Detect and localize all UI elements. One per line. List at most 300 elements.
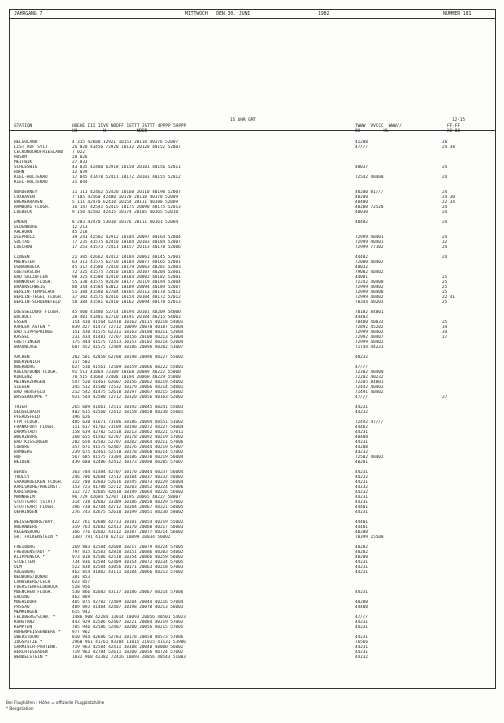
synop-values: 485 630 41671 73106 10186 20094 40551 53002 [72,420,184,425]
synop-values: 357 671 41575 62407 10176 20044 40219 57007 [72,445,184,450]
station-name: BAD HERSFELD [14,390,46,395]
synop-values: 31 044 [72,180,88,185]
synop-values: 462 869 [72,595,91,600]
station-name: BERCHTESGADEN [14,650,48,655]
station-name: NUERBURG [14,365,35,370]
synop-values: 158 639 42782 52510 10213 20062 40221 57011 [72,430,184,435]
synop-values: 319 763 42682 62413 10170 20060 40217 56003 [72,525,184,530]
station-name: LIST AUF SYLT [14,145,48,150]
weather-code: 72000 40402 [355,260,384,265]
extreme-value: 24 [442,190,448,195]
station-name: HANNOVER FLUGH. [14,280,53,285]
station-name: OSNABRUECK [14,265,40,270]
extreme-value: 24 [442,245,448,250]
synop-values: 265 609 41661 72511 10192 20045 40241 55003 [72,405,184,410]
weather-code: 72999 77102 [355,245,384,250]
column-header-codes-sub: HH N NDDD [72,129,148,134]
extreme-value: 24 [442,210,448,215]
synop-values: 43 035 42480 62918 10150 20101 40156 52011 [72,165,181,170]
station-name: HAMBURG FLUGH. [14,205,51,210]
weather-code: 70182 84001 [355,310,384,315]
station-name: GUETERSLOH [14,270,40,275]
station-name: BAD LIPPSPRINGE [14,330,53,335]
synop-values: 88 344 41584 63012 10189 20094 40189 52007 [72,285,181,290]
station-name: NEUBURG/DONAU [14,575,48,580]
synop-values: 45 400 41480 52714 10194 20101 40209 54000 [72,310,181,315]
synop-values: 1307 791 41370 62712 10099 20034 56002 [72,535,171,540]
weather-code: 44401 [355,520,368,525]
station-name: BAD KISSINGEN [14,440,48,445]
synop-values: 530 866 42682 43117 10186 20067 40214 57006 [72,590,184,595]
station-name: OBERSTDORF [14,635,40,640]
weather-code: 44401 [355,505,368,510]
weather-code: 72542 40400 [355,175,384,180]
weather-code: 44231 [355,480,368,485]
weather-code: 44402 [355,425,368,430]
year-label: 1982 [318,12,330,17]
station-name: NORDERNEY [14,190,38,195]
weather-code: 44231 [355,570,368,575]
synop-values: 719 963 42584 42411 10188 20040 40000 56002 [72,645,184,650]
weather-code: 72302 40400 [355,370,384,375]
weather-code: 44231 [355,495,368,500]
synop-values: 268 655 41582 42707 10178 20092 40219 57002 [72,435,184,440]
weather-code: 70399 15500 [355,535,384,540]
synop-values: 797 815 42583 42810 10151 20086 40203 54002 [72,550,184,555]
synop-values: 239 675 42461 52510 10178 20060 40214 57002 [72,450,184,455]
synop-values: 705 946 42586 52407 10200 20056 40215 57005 [72,625,184,630]
weather-code: 72999 40402 [355,340,384,345]
weather-code: 72205 84001 [355,380,384,385]
synop-values: 314 738 42682 33309 10186 20058 40229 57002 [72,500,184,505]
extreme-value: 27 [442,395,448,400]
station-name: TRIER [14,405,27,410]
station-name: LANDSBERG/LECH [14,580,51,585]
synop-values: 45 218 [72,230,88,235]
weather-code: 70400 40032 [355,320,384,325]
synop-values: 607 452 41575 72409 10186 20096 40202 53007 [72,345,184,350]
extreme-value: 24 [442,220,448,225]
synop-values: 27 033 [72,160,88,165]
weather-code: 44231 [355,470,368,475]
synop-values: 7 022 [72,150,85,155]
weather-code: 72999 40401 [355,235,384,240]
station-name: WEIDEN [14,460,30,465]
synop-values: 212 542 41475 52610 10197 20067 40215 54002 [72,390,184,395]
station-name: STOETTEN [14,560,35,565]
station-name: OEHRINGEN [14,510,38,515]
synop-values: 17 045 41470 52411 10172 20103 40155 52012 [72,175,181,180]
synop-values: 719 963 42784 52611 10200 20056 40724 57002 [72,650,184,655]
synop-values: 153 723 41780 52712 10203 20052 40224 57006 [72,485,184,490]
extreme-value: 25 [442,290,448,295]
extreme-value: 34 [442,325,448,330]
station-name: HUSUM [14,155,27,160]
weather-code: 40200 [355,195,368,200]
weather-code: 40201 [355,460,368,465]
column-header-weather: 7WWW VVCCC WWW// [355,124,402,129]
weather-code: 47/// [355,395,368,400]
synop-values: 547 520 41461 62607 10156 20062 40219 54002 [72,380,184,385]
weather-code: 72999 40402 [355,330,384,335]
synop-values: 422 761 42680 42713 10181 20054 40219 55002 [72,520,184,525]
synop-values: 98 325 41580 42410 10184 20082 40182 52001 [72,275,181,280]
synop-values: 96 729 42684 52707 10195 20065 40227 58007 [72,495,181,500]
weather-column [355,140,425,660]
synop-values: 1832 960 42302 72416 10093 20056 40543 51003 [72,655,186,660]
extreme-value: 27 [442,335,448,340]
observation-time: 15 UHR GMT [230,118,256,123]
weather-code: 41200 [355,140,368,145]
station-name: ZUGSPITZE * [14,640,43,645]
station-name: SCHLESWIG [14,165,38,170]
station-name: MEMMINGEN [14,610,38,615]
station-name: BERLIN-SCHOENEFELD [14,300,61,305]
synop-values: 117 502 [72,360,91,365]
weather-code: 70344 40203 [355,300,384,305]
station-name: BRAUNLAGE [14,345,38,350]
synop-values: 409 893 41484 42407 10198 20078 40213 56003 [72,605,184,610]
weather-code: 40200 [355,530,368,535]
synop-values: 615 942 [72,610,91,615]
synop-values: 151 430 41575 62311 10163 20100 40211 52004 [72,330,184,335]
synop-values: 276 743 42675 52610 10199 20051 40230 58002 [72,510,184,515]
station-name: KAHLER ASTEN * [14,325,51,330]
station-name: KARLSRUHE [14,490,38,495]
station-name: LECKUNOORDFRIESLAND [14,150,64,155]
station-name: NOERVENICH [14,360,40,365]
issue-number: NUMMER 181 [443,12,472,17]
weather-code: 44231 [355,440,368,445]
synop-values: 51 384 41580 62704 10185 20113 40178 52012 [72,290,181,295]
synop-values: 462 854 41882 43111 10184 20066 40213 57002 [72,570,184,575]
station-name: OLDENBURG [14,225,38,230]
weather-code: 40200 [355,600,368,605]
weather-code: 44400 [355,605,368,610]
station-name: DEUSELBACH [14,410,40,415]
station-name: FREUDENSTADT * [14,550,51,555]
station-name: GARMISCH-PARTENK. [14,645,58,650]
extreme-value: 24 [442,255,448,260]
station-name: ESSEN [14,320,27,325]
weather-code: 40202 [355,550,368,555]
synop-values: 973 818 42586 42510 10154 20066 40259 56002 [72,555,184,560]
synop-values: 11 113 42462 52420 10160 20110 40190 52007 [72,190,181,195]
synop-values: 28 026 [72,155,88,160]
synop-values: 363 704 41484 42707 10170 20044 40237 56004 [72,470,184,475]
extreme-value: 32 [442,240,448,245]
synop-values: 439 688 42486 42412 10173 20098 40205 57007 [72,460,184,465]
weather-code: 47/// [355,365,368,370]
station-name: HELGOLAND [14,140,38,145]
extreme-value: 26 [442,140,448,145]
station-name: COBURG [14,445,30,450]
synop-values: 977 962 [72,630,91,635]
synop-values: 381 853 [72,575,91,580]
station-name: AACHEN [14,355,30,360]
weather-code: 71744 44231 [355,345,384,350]
station-name: MEINERZHAGEN [14,380,46,385]
station-name: FELDBERG/SCHW. * [14,615,56,620]
station-name: MUENSTER [14,260,35,265]
synop-values: 72 325 41575 72410 10185 20107 40204 52001 [72,270,181,275]
weather-code: 76566 [355,640,368,645]
station-name: ULM [14,565,22,570]
synop-values: 345 532 41580 72532 10179 20066 40214 54001 [72,385,184,390]
synop-values: 112 727 42685 42610 10199 20064 40226 56002 [72,490,184,495]
synop-values: 623 857 [72,580,91,585]
weather-code: 44232 [355,490,368,495]
station-name: KONSTANZ [14,620,35,625]
weather-code: 44231 [355,430,368,435]
station-name: KIEL-HOLTENAU [14,175,48,180]
weather-code: 40032 [355,265,368,270]
weather-code: 72242 40400 [355,280,384,285]
station-name: DARMSTADT [14,430,38,435]
weather-code: 44402 [355,255,368,260]
synop-values: 45 317 41580 72410 10179 20063 40201 52003 [72,265,181,270]
synop-values: 810 944 42686 52703 10178 20058 40573 57006 [72,635,184,640]
weather-code: 44231 [355,560,368,565]
weather-code: 44232 [355,485,368,490]
station-name: BOCHOLT [14,315,33,320]
station-name: BRAUNSCHWEIG [14,285,46,290]
weather-code: 40200 81/// [355,190,384,195]
synop-values: 21 305 42662 42412 10184 20061 40145 52001 [72,255,181,260]
station-name: WUERZBURG [14,435,38,440]
weather-code: 72442 47/// [355,420,384,425]
footnote-mountain-station: * Bergstation [6,706,34,711]
weather-code: 40400 [355,200,368,205]
weather-code: 72999 40400 [355,290,384,295]
weather-code: 44231 [355,645,368,650]
extreme-value: 24 [442,165,448,170]
weather-code: 44001 [355,275,368,280]
synop-values: 9 150 42582 42415 10174 20105 40165 52010 [72,210,179,215]
station-name: BAD SALZUFLEN [14,275,48,280]
station-name: LUECHOW [14,245,33,250]
extremes-column [442,140,482,660]
station-name: AUGSBURG [14,570,35,575]
synop-values: 246 706 42684 72512 10184 20037 40232 56002 [72,475,184,480]
header-divider [9,18,496,19]
weather-code: 44232 [355,655,368,660]
station-name: LUEBECK [14,210,33,215]
weather-code: 44231 [355,405,368,410]
synop-values: 39 241 42582 42912 10184 20097 40164 52004 [72,235,181,240]
station-name: KIEL-HOLTENAU [14,180,48,185]
synop-values: 482 615 42560 72412 10158 20058 40238 55001 [72,410,184,415]
station-name: HOHENPEISSENBERG * [14,630,61,635]
weather-code: 72502 40402 [355,455,384,460]
station-name: FFM FLUGH. [14,420,40,425]
synop-values: 4 315 42680 12921 10151 20118 40176 52007 [72,140,179,145]
weather-code: 40200 72520 [355,205,384,210]
date-label: MITTWOCH DEN 30. JUNI [185,12,251,17]
weather-code: 72442 40402 [355,385,384,390]
synop-values: 396 738 42784 42712 10184 20067 40221 54005 [72,505,184,510]
synop-values: 7 105 42560 42400 10170 20118 40170 52009 [72,195,179,200]
weather-code: 44231 [355,650,368,655]
extreme-value: 24 [442,175,448,180]
column-header-weather-sub: 8H HL [355,129,389,134]
weather-code: 44232 [355,450,368,455]
footnote-airports: Bei Flughäfen : Höhe = offizielle Flugplatzhöhe [6,700,105,705]
extreme-value: 25 [442,275,448,280]
weather-code: 72892 45202 [355,325,384,330]
synop-values: 20 401 41481 62710 10191 20104 40215 54003 [72,315,181,320]
extreme-value: 34 [442,330,448,335]
synop-values: 37 382 41575 62416 10154 20104 40172 52012 [72,295,181,300]
extreme-value: 22 41 [442,295,455,300]
station-name: STUTTGART FLUGH. [14,505,56,510]
synop-values: 63 313 41575 62710 10184 20077 40165 52001 [72,260,181,265]
station-name: MUENCHEN FLUGH. [14,590,53,595]
weather-code: 44232 [355,475,368,480]
station-name: FREIBURG [14,545,35,550]
station-name: WEISSENBURG/BAY. [14,520,56,525]
synop-values: 396 626 [72,415,91,420]
extreme-value: 25 [442,320,448,325]
station-name: KARLSRUHE/RHEINST. [14,485,61,490]
extreme-value: 24 [442,235,448,240]
weather-code: 44401 [355,525,368,530]
station-name: MANNHEIM [14,495,35,500]
extreme-value: 24 38 [442,145,455,150]
synop-values: 16 147 42541 52415 10175 20090 40175 52013 [72,205,181,210]
column-header-extremes: FF-FF [447,124,460,129]
synop-values: 366 776 42682 43112 10187 20077 40214 56002 [72,530,184,535]
station-name: DUESSELDORF FLUGH. [14,310,61,315]
column-header-codes: HOEHE III IIVV NDDFF 1STTT 2STTT 4PPPP 5APPP [72,124,187,129]
weather-code: 44231 [355,565,368,570]
station-name: REGENSBURG [14,530,40,535]
synop-values-column [72,140,342,660]
synop-values: 443 929 42586 62407 10221 20084 40219 57002 [72,620,184,625]
weather-code: 72992 40407 [355,335,384,340]
weather-code: 47/// [355,615,368,620]
synop-values: 1486 908 42284 13014 10093 20056 40501 54023 [72,615,186,620]
extreme-value: 24 [442,205,448,210]
weather-code: 44200 [355,445,368,450]
weather-code: 44231 [355,625,368,630]
time-range: 12-15 [452,118,465,123]
weather-code: 72999 40401 [355,240,384,245]
synop-values: 111 637 41782 73109 10190 20072 40227 54004 [72,425,184,430]
weather-code: 40200 [355,555,368,560]
station-name: GR. FALKENSTEIN * [14,535,58,540]
synop-values: 282 658 42582 52707 10202 20064 40211 57006 [72,440,184,445]
station-name: KOELN/BONN FLUGH. [14,370,58,375]
station-name: GOETTINGEN [14,340,40,345]
synop-values: 17 253 41573 72411 10157 20113 40178 52006 [72,245,181,250]
weather-code: 72202 40232 [355,375,384,380]
station-name: SAARBRUECKEN FLUGH. [14,480,64,485]
station-name: HOHN [14,170,25,175]
synop-values: 921 544 42580 72712 10120 20056 40163 52002 [72,395,184,400]
weather-code: 47/// [355,145,368,150]
extreme-value [442,655,482,660]
station-name: MEIFWIK [14,160,33,165]
synop-values: 528 956 [72,585,91,590]
station-name: NUERNBERG [14,525,38,530]
station-name: AHLHORN [14,230,33,235]
weather-code: 72999 40402 [355,285,384,290]
synop-values: 154 410 41564 62410 10162 20115 40218 54001 [72,320,184,325]
station-name: SIEGEN [14,385,30,390]
synop-values: 2960 961 41/61 93204 11015 21015 41131 53906 [72,640,186,645]
station-name: BERLIN-TEMPELHOF [14,290,56,295]
station-name: KEMPTEN [14,625,33,630]
station-name: BAMBERG [14,450,33,455]
jahrgang-label: JAHRGANG 7 [14,12,43,17]
station-name: WASSERKUPPE * [14,395,48,400]
weather-code: 40030 [355,210,368,215]
station-name: FRANKFURT FLUGH. [14,425,56,430]
station-name: PASSAU [14,605,30,610]
extreme-value: 25 [442,300,448,305]
synop-values: 70 515 41660 72408 10194 20068 40229 55000 [72,375,181,380]
weather-code: 71491 40402 [355,390,384,395]
weather-code: 72999 40402 [355,295,384,300]
column-header-station: STATION [14,124,33,129]
synop-values: 567 685 41575 73304 10186 20070 40219 56004 [72,455,184,460]
extreme-value: 22 34 [442,200,455,205]
weather-code: 40400 [355,435,368,440]
station-name: KLIPPENECK * [14,555,46,560]
synop-values: 839 427 41473 72712 10099 20070 40187 52004 [72,325,184,330]
synop-values: 77 235 41575 62410 10184 20103 40184 52007 [72,240,181,245]
synop-values: 231 434 41481 72707 10156 20100 40213 53004 [72,335,184,340]
synop-values: 12 039 [72,170,88,175]
station-name: FUERSTENFELDBRUCK [14,585,58,590]
weather-code: 40202 [355,545,368,550]
weather-code: 40402 [355,220,368,225]
station-name: HOF [14,455,22,460]
station-name: LINGEN [14,255,30,260]
station-name: ERDING [14,595,30,600]
extreme-value: 25 [442,280,448,285]
weather-code: 44231 [355,500,368,505]
weather-code: 40037 [355,165,368,170]
extreme-value: 24 30 [442,195,455,200]
synop-values: 627 510 41561 72509 10159 20066 40222 55001 [72,365,184,370]
weather-code: 79002 40402 [355,270,384,275]
station-name: CUXHAVEN [14,195,35,200]
station-name: DIEPHOLZ [14,235,35,240]
synop-values: 8 203 42470 53010 10176 20111 40161 52004 [72,220,179,225]
station-name: EMDEN [14,220,27,225]
weather-code: 44231 [355,590,368,595]
synop-values: 91 513 41864 73109 10168 20089 40222 55000 [72,370,181,375]
synop-values: 322 708 42683 52616 10195 20073 40229 56004 [72,480,184,485]
synop-values: 522 838 42584 43056 10171 20063 40218 57003 [72,565,184,570]
station-name: KASSEL [14,335,30,340]
synop-values: 55 338 41575 92420 10177 20119 40194 52004 [72,280,181,285]
station-name: MUEHLDORF [14,600,38,605]
weather-code: 40232 [355,355,368,360]
weather-code: 44232 [355,410,368,415]
synop-values: 12 213 [72,225,88,230]
column-header-extremes-sub: XX 80 [447,129,460,134]
station-name: TROLCY [14,475,30,480]
weather-code: 44231 [355,510,368,515]
station-name: WENDELSTEIN * [14,655,48,660]
synop-values: 175 444 41575 72413 10157 20102 40214 52004 [72,340,184,345]
station-name: BREMERHAVEN [14,200,43,205]
synop-values: 50 384 41581 62410 10162 20094 40178 52013 [72,300,181,305]
synop-values: 734 836 42584 62409 10154 20072 40234 57005 [72,560,184,565]
